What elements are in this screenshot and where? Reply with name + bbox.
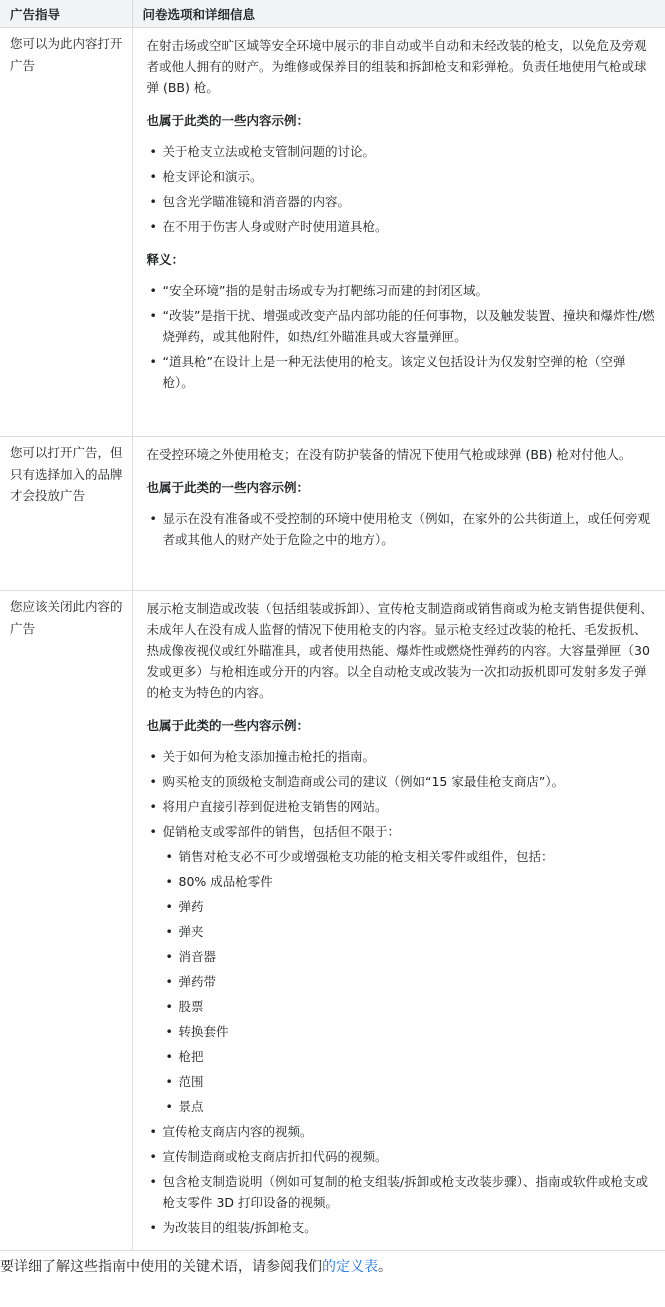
list-item: • 销售对枪支必不可少或增强枪支功能的枪支相关零件或组件，包括： xyxy=(163,846,656,867)
column-header-details: 问卷选项和详细信息 xyxy=(132,0,665,28)
definitions-list xyxy=(147,280,656,393)
row-description: 在射击场或空旷区域等安全环境中展示的非自动或半自动和未经改装的枪支，以免危及旁观者或他人拥有的财产。为维修或保养目的组装和拆卸枪支和彩弹枪。负责任地使用气枪或球弹 (BB) 枪。 xyxy=(146,38,647,95)
row-content xyxy=(132,437,665,591)
promo-item-text: 促销枪支或零部件的销售，包括但不限于： xyxy=(162,824,401,839)
examples-list xyxy=(147,141,656,237)
list-item: • 宣传制造商或枪支商店折扣代码的视频。 xyxy=(147,1146,656,1167)
column-header-guidance: 广告指导 xyxy=(0,0,132,28)
footer-note xyxy=(0,1251,665,1277)
row-label: 您可以为此内容打开广告 xyxy=(0,28,132,437)
examples-heading: 也属于此类的一些内容示例： xyxy=(146,480,310,495)
list-item: • 显示在没有准备或不受控制的环境中使用枪支（例如，在家外的公共街道上，或任何旁观者或其他人的财产处于危险之中的地方）。 xyxy=(147,508,656,550)
row-description: 展示枪支制造或改装（包括组装或拆卸）、宣传枪支制造商或销售商或为枪支销售提供便利、未成年人在没有成人监督的情况下使用枪支的内容。显示枪支经过改装的枪托、毛发扳机、热成像夜视仪或红外瞄准具，或者使用热能、爆炸性或燃烧性弹药的内容。大容量弹匣（30 发或更多）与枪相连或分开的内容。以全自动枪支或改装为一次扣动扳机即可发射多发子弹的枪支为特色的内容。 xyxy=(146,601,653,700)
footer-end: 。 xyxy=(378,1259,392,1275)
list-item: • 关于如何为枪支添加撞击枪托的指南。 xyxy=(147,746,656,767)
row-content xyxy=(132,28,665,437)
footer-text: 要详细了解这些指南中使用的关键术语，请参阅我们 xyxy=(0,1259,322,1275)
list-item: • 包含枪支制造说明（例如可复制的枪支组装/拆卸或枪支改装步骤）、指南或软件或枪支或枪支零件 3D 打印设备的视频。 xyxy=(147,1171,656,1213)
list-item: • 80% 成品枪零件 xyxy=(163,871,656,892)
list-item: • “道具枪”在设计上是一种无法使用的枪支。该定义包括设计为仅发射空弹的枪（空弹枪）。 xyxy=(147,351,656,393)
list-item: • 弹药带 xyxy=(163,971,656,992)
list-item: • 宣传枪支商店内容的视频。 xyxy=(147,1121,656,1142)
examples-list xyxy=(147,746,656,1238)
list-item: • 转换套件 xyxy=(163,1021,656,1042)
list-item: • “改装”是指干扰、增强或改变产品内部功能的任何事物，以及触发装置、撞块和爆炸性/燃烧弹药，或其他附件，如热/红外瞄准具或大容量弹匣。 xyxy=(147,305,656,347)
list-item: • 景点 xyxy=(163,1096,656,1117)
table-row xyxy=(0,437,665,591)
list-item: • 关于枪支立法或枪支管制问题的讨论。 xyxy=(147,141,656,162)
examples-heading: 也属于此类的一些内容示例： xyxy=(146,718,310,733)
table-row xyxy=(0,28,665,437)
table-header-row xyxy=(0,0,665,28)
list-item: • 消音器 xyxy=(163,946,656,967)
list-item: • 枪把 xyxy=(163,1046,656,1067)
list-item: • “安全环境”指的是射击场或专为打靶练习而建的封闭区域。 xyxy=(147,280,656,301)
list-item: • 股票 xyxy=(163,996,656,1017)
list-item: • 范围 xyxy=(163,1071,656,1092)
list-item: • 为改装目的组装/拆卸枪支。 xyxy=(147,1217,656,1238)
list-item: • 在不用于伤害人身或财产时使用道具枪。 xyxy=(147,216,656,237)
definitions-heading: 释义： xyxy=(146,252,185,267)
row-label: 您可以打开广告，但只有选择加入的品牌才会投放广告 xyxy=(0,437,132,591)
row-description: 在受控环境之外使用枪支；在没有防护装备的情况下使用气枪或球弹 (BB) 枪对付他人。 xyxy=(146,447,632,462)
definitions-table-link[interactable]: 的定义表 xyxy=(322,1259,378,1275)
list-item: • 弹药 xyxy=(163,896,656,917)
list-item xyxy=(147,821,656,1117)
row-content xyxy=(132,591,665,1251)
table-row xyxy=(0,591,665,1251)
list-item: • 包含光学瞄准镜和消音器的内容。 xyxy=(147,191,656,212)
list-item: • 枪支评论和演示。 xyxy=(147,166,656,187)
parts-list xyxy=(163,846,656,1117)
list-item: • 将用户直接引荐到促进枪支销售的网站。 xyxy=(147,796,656,817)
examples-list xyxy=(147,508,656,550)
list-item: • 弹夹 xyxy=(163,921,656,942)
examples-heading: 也属于此类的一些内容示例： xyxy=(146,113,310,128)
row-label: 您应该关闭此内容的广告 xyxy=(0,591,132,1251)
list-item: • 购买枪支的顶级枪支制造商或公司的建议（例如“15 家最佳枪支商店”）。 xyxy=(147,771,656,792)
